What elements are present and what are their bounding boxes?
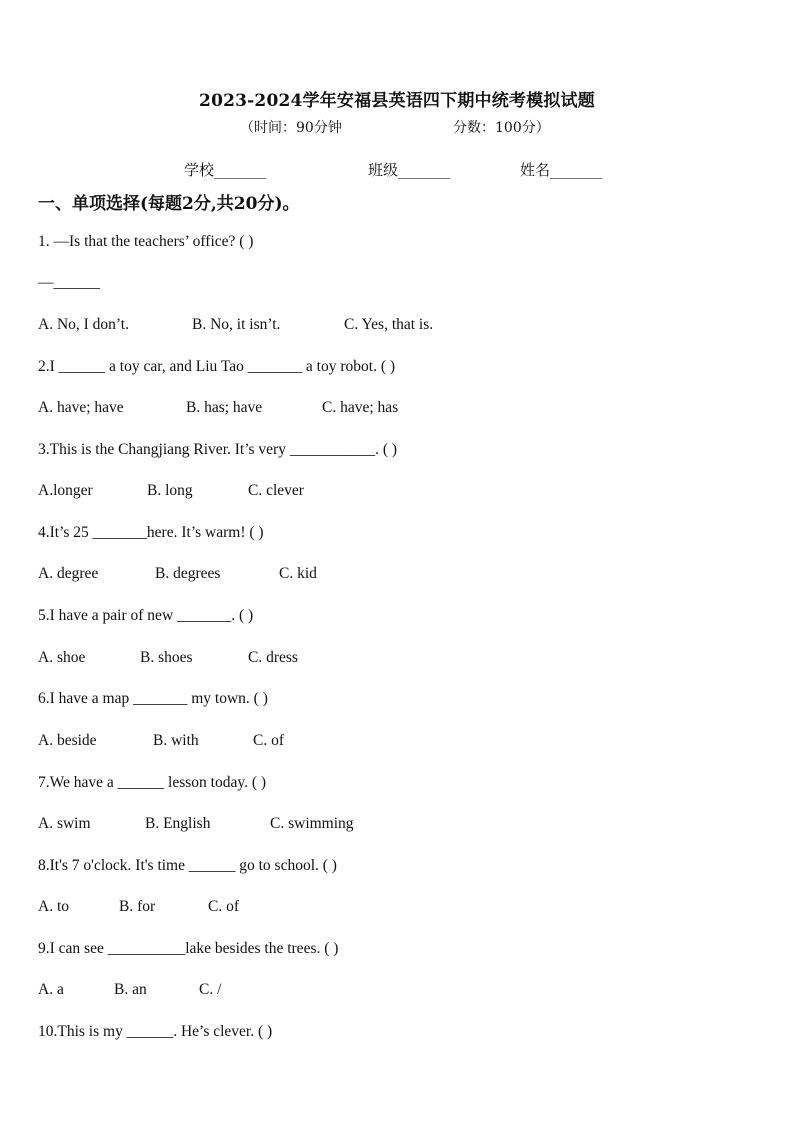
option-c: C. swimming [270,815,354,832]
option-b: B. an [114,981,147,998]
option-b: B. No, it isn’t. [192,316,281,333]
option-b: B. English [145,815,211,832]
question-8: 8.It's 7 o'clock. It's time ______ go to school. ( ) [38,857,337,874]
option-a: A. a [38,981,64,998]
option-c: C. clever [248,482,304,499]
section-title: 一、单项选择(每题2分,共20分)。 [38,194,300,214]
question-9: 9.I can see __________lake besides the trees. ( ) [38,940,339,957]
option-b: B. degrees [155,565,221,582]
exam-title: 2023-2024学年安福县英语四下期中统考模拟试题 [199,91,595,111]
option-a: A. shoe [38,649,86,666]
question-1-answer-blank: —______ [38,274,100,291]
question-3: 3.This is the Changjiang River. It’s very ___________. ( ) [38,441,398,458]
option-c: C. dress [248,649,298,666]
option-a: A. have; have [38,399,124,416]
option-c: C. kid [279,565,317,582]
option-c: C. of [208,898,239,915]
question-4: 4.It’s 25 _______here. It’s warm! ( ) [38,524,264,541]
option-a: A. to [38,898,69,915]
question-2: 2.I ______ a toy car, and Liu Tao _______ a toy robot. ( ) [38,358,396,375]
exam-time: （时间：90分钟 [240,120,342,136]
option-c: C. have; has [322,399,399,416]
option-c: C. Yes, that is. [344,316,434,333]
option-b: B. for [119,898,156,915]
name-field: 姓名_______ [520,161,603,179]
option-b: B. long [147,482,193,499]
option-a: A. No, I don’t. [38,316,129,333]
question-7: 7.We have a ______ lesson today. ( ) [38,774,267,791]
option-a: A. degree [38,565,99,582]
exam-score: 分数：100分） [453,120,550,136]
question-5: 5.I have a pair of new _______. ( ) [38,607,254,624]
question-1: 1. —Is that the teachers’ office? ( ) [38,233,254,250]
class-field: 班级_______ [368,161,451,179]
option-a: A. swim [38,815,91,832]
option-b: B. with [153,732,199,749]
option-c: C. of [253,732,284,749]
question-6: 6.I have a map _______ my town. ( ) [38,690,268,707]
option-b: B. shoes [140,649,193,666]
option-a: A.longer [38,482,93,499]
school-field: 学校_______ [184,161,267,179]
option-a: A. beside [38,732,97,749]
question-10: 10.This is my ______. He’s clever. ( ) [38,1023,273,1040]
option-c: C. / [199,981,222,998]
option-b: B. has; have [186,399,263,416]
